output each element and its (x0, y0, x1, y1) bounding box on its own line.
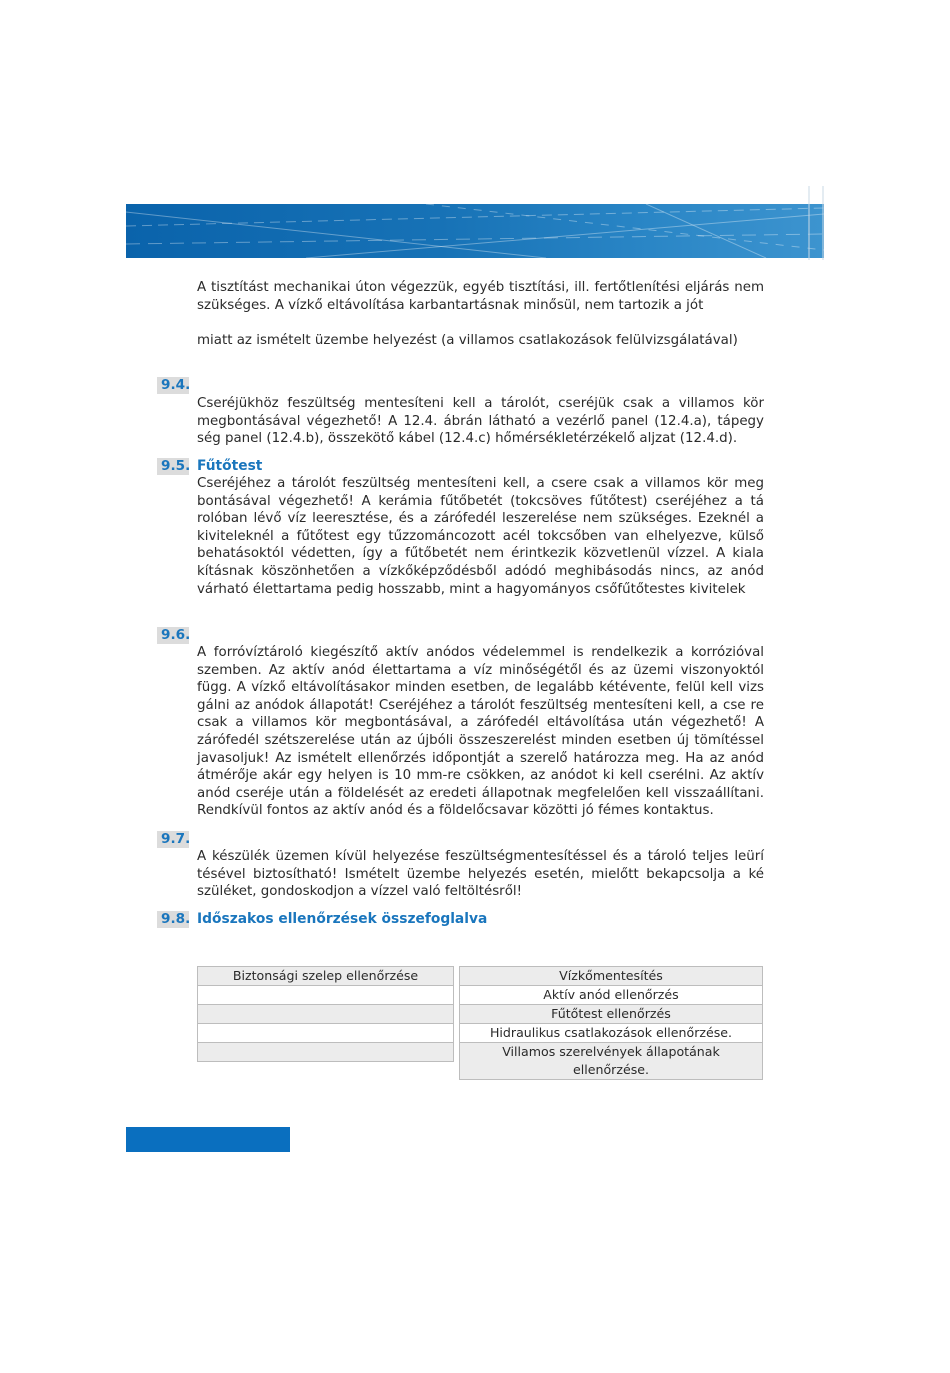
table-row (460, 1024, 763, 1043)
table-cell (198, 1043, 454, 1062)
section-number-9-5: 9.5. (157, 458, 189, 475)
intro-paragraph: A tisztítást mechanikai úton végezzük, egyéb tisztítási, ill. fertőtlenítési eljárás nem szükséges. A vízkő eltávolítása karbantartásnak minősül, nem tartozik a jót (197, 280, 764, 313)
section-number-9-4: 9.4. (157, 377, 189, 394)
checks-table-right (459, 966, 763, 1080)
footer-bar (126, 1127, 290, 1152)
table-cell: Hidraulikus csatlakozások ellenőrzése. (460, 1024, 763, 1043)
table-cell: Biztonsági szelep ellenőrzése (198, 967, 454, 986)
section-9-5-title: Fűtőtest (197, 458, 263, 474)
table-row (460, 967, 763, 986)
section-number-9-6: 9.6. (157, 627, 189, 644)
corner-frame-mark (808, 186, 824, 260)
banner-decoration (126, 204, 824, 258)
header-banner (126, 204, 824, 258)
section-9-8-title: Időszakos ellenőrzések összefoglalva (197, 911, 488, 927)
table-row (198, 1043, 454, 1062)
table-cell (198, 986, 454, 1005)
table-row (198, 1005, 454, 1024)
section-9-6-paragraph: A forróvíztároló kiegészítő aktív anódos védelemmel is rendelkezik a korrózióval szemben. Az aktív anód élettartama a víz minőségétől és az üzemi viszonyoktól függ. A vízkő eltávolításakor minden esetben, de legalább kétévente, felül kell vizs gálni az anódok állapotát! Cseréjéhez a tárolót feszültség mentesíteni kell, a cse re csak a villamos kör megbontásával, a zárófedél eltávolítása után végezhető! A zárófedél szétszerelése után az újbóli összeszerelést minden esetben új tömítéssel javasoljuk! Az ismételt ellenőrzés időpontját a szerelő határozza meg. Ha az anód átmérője akár egy helyen is 10 mm-re csökken, az anódot ki kell cserélni. Az aktív anód cseréje után a földelését az eredeti állapotnak megfelelően kell visszaállítani. Rendkívül fontos az aktív anód és a földelőcsavar közötti jó fémes kontaktus. (197, 645, 764, 819)
table-cell (198, 1005, 454, 1024)
table-cell: Villamos szerelvények állapotának ellenőrzése. (460, 1043, 763, 1080)
table-row (460, 1043, 763, 1080)
table-cell: Aktív anód ellenőrzés (460, 986, 763, 1005)
checks-table-left (197, 966, 454, 1062)
section-number-9-7: 9.7. (157, 831, 189, 848)
section-number-9-8: 9.8. (157, 911, 189, 928)
table-cell (198, 1024, 454, 1043)
section-9-7-paragraph: A készülék üzemen kívül helyezése feszültségmentesítéssel és a tároló teljes leürí tésével biztosítható! Ismételt üzembe helyezés esetén, mielőtt bekapcsolja a ké szüléket, gondoskodjon a vízzel való feltöltésről! (197, 849, 764, 900)
table-row (460, 986, 763, 1005)
table-cell: Vízkőmentesítés (460, 967, 763, 986)
table-row (198, 967, 454, 986)
table-row (460, 1005, 763, 1024)
table-row (198, 986, 454, 1005)
table-cell: Fűtőtest ellenőrzés (460, 1005, 763, 1024)
section-9-5-paragraph: Cseréjéhez a tárolót feszültség mentesíteni kell, a csere csak a villamos kör meg bontásával végezhető! A kerámia fűtőbetét (tokcsöves fűtőtest) cseréjéhez a tá rolóban lévő víz leeresztése, és a zárófedél leszerelése nem szükséges. Ezeknél a kiviteleknél a fűtőtest egy tűzzománcozott acél tokcsőben van elhelyezve, külső behatásoktól védetten, így a fűtőbetét nem érintkezik közvetlenül vízzel. A kiala kításnak köszönhetően a vízkőképződésből adódó meghibásodás nincs, az anód várható élettartama pedig hosszabb, mint a hagyományos csőfűtőtestes kivitelek (197, 476, 764, 597)
table-row (198, 1024, 454, 1043)
intro-paragraph-continued: miatt az ismételt üzembe helyezést (a villamos csatlakozások felülvizsgálatával) (197, 333, 738, 348)
section-9-4-paragraph: Cseréjükhöz feszültség mentesíteni kell a tárolót, cseréjük csak a villamos kör megbontásával végezhető! A 12.4. ábrán látható a vezérlő panel (12.4.a), tápegy ség panel (12.4.b), összekötő kábel (12.4.c) hőmérsékletérzékelő aljzat (12.4.d). (197, 396, 764, 447)
